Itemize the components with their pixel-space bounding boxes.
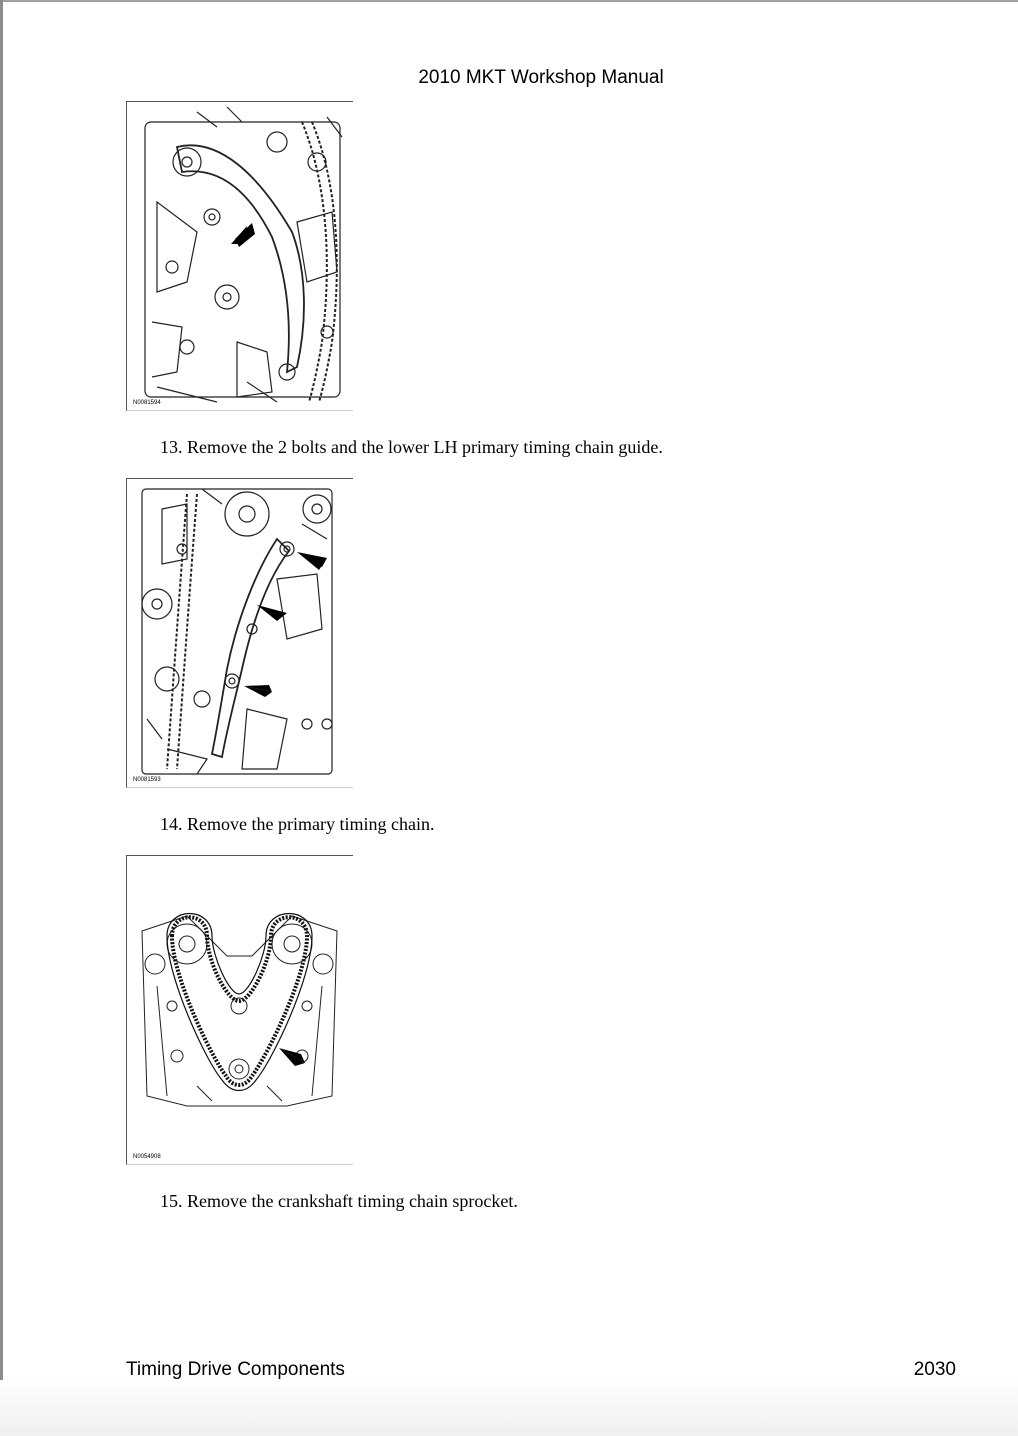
figure-timing-chain-guide-arrow <box>126 101 353 411</box>
step-15-text: 15. Remove the crankshaft timing chain sprocket. <box>160 1191 518 1211</box>
footer-section-title: Timing Drive Components <box>126 1359 345 1380</box>
figure-code: N0081594 <box>133 400 161 406</box>
footer-page-number: 2030 <box>913 1359 956 1380</box>
page-edge-top <box>0 0 1018 2</box>
page-bottom-shadow <box>0 1380 1018 1436</box>
page-header-title: 2010 MKT Workshop Manual <box>418 67 664 88</box>
engine-line-drawing-3 <box>127 856 354 1166</box>
page-edge-left <box>0 0 3 1436</box>
engine-line-drawing-2 <box>127 479 354 789</box>
engine-line-drawing-1 <box>127 102 354 412</box>
figure-primary-timing-chain <box>126 855 353 1165</box>
figure-code: N0054908 <box>133 1154 161 1160</box>
figure-lower-lh-guide-bolts <box>126 478 353 788</box>
step-14-text: 14. Remove the primary timing chain. <box>160 814 435 834</box>
figure-code: N0081593 <box>133 777 161 783</box>
step-13-text: 13. Remove the 2 bolts and the lower LH primary timing chain guide. <box>160 437 663 457</box>
